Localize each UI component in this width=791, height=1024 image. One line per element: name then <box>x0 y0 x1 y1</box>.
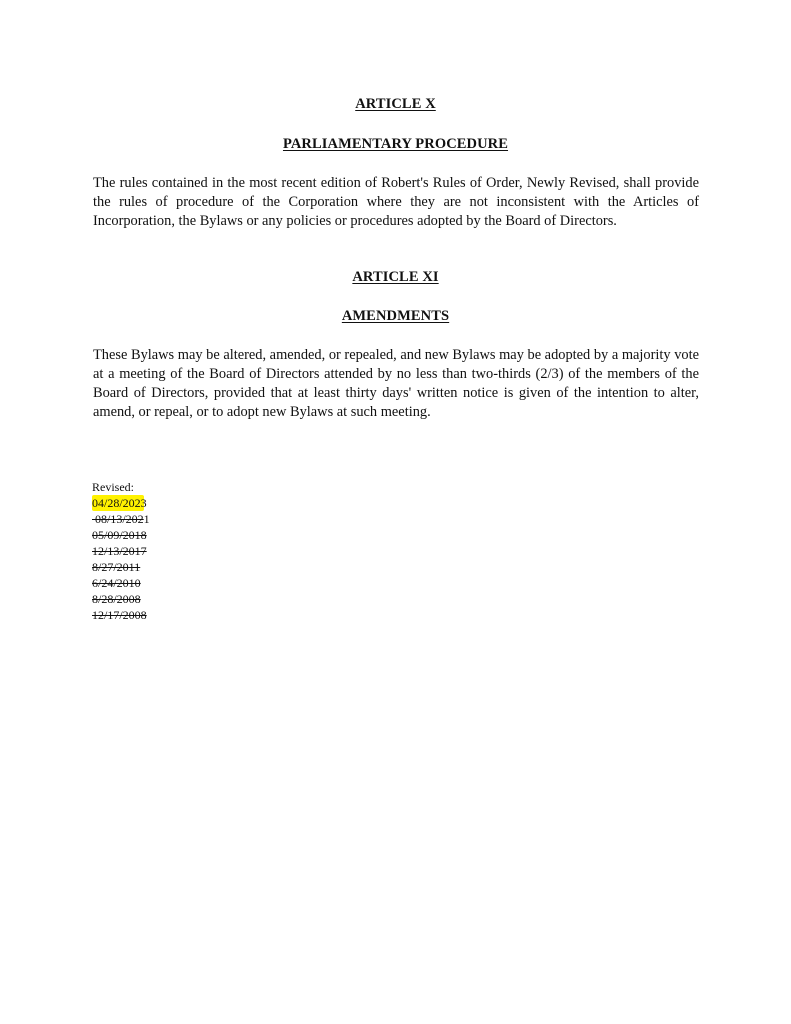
revision-older-date: 8/28/2008 <box>92 592 141 606</box>
revision-current-trailing: 3 <box>140 496 147 510</box>
revision-previous-trailing: 1 <box>143 512 150 526</box>
revision-previous <box>92 511 150 527</box>
revision-older-date: 05/09/2018 <box>92 528 147 542</box>
article-xi-title: ARTICLE XI <box>352 269 439 285</box>
article-xi-subtitle: AMENDMENTS <box>341 308 450 324</box>
article-x-body: The rules contained in the most recent edition of Robert's Rules of Order, Newly Revised, shall provide the rules of procedure of the Corporation where they are not inconsistent with the Articles of Incorporation, the Bylaws or any policies or procedures adopted by the Board of Directors. <box>93 175 699 229</box>
revision-previous-struck: 08/13/202 <box>92 512 144 526</box>
article-xi-body: These Bylaws may be altered, amended, or repealed, and new Bylaws may be adopted by a majority vote at a meeting of the Board of Directors attended by no less than two-thirds (2/3) of the members of the Board of Directors, provided that at least thirty days' written notice is given of the intention to alter, amend, or repeal, or to adopt new Bylaws at such meeting. <box>93 347 699 420</box>
article-x-subtitle: PARLIAMENTARY PROCEDURE <box>282 136 509 152</box>
revision-history <box>92 479 150 623</box>
revision-older-date: 6/24/2010 <box>92 576 141 590</box>
article-x-title: ARTICLE X <box>355 96 436 112</box>
revision-older-date: 12/13/2017 <box>92 544 147 558</box>
revision-older-date: 12/17/2008 <box>92 608 147 622</box>
revised-label: Revised: <box>92 480 134 494</box>
revision-older-date: 8/27/2011 <box>92 560 141 574</box>
revision-current <box>92 495 150 511</box>
revision-current-highlight: 04/28/202 <box>92 495 144 511</box>
